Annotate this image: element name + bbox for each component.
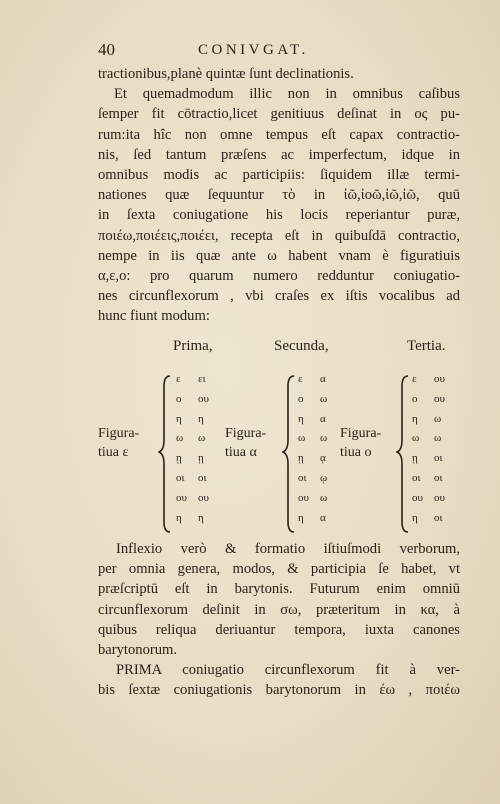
contracted-glyph: ω <box>198 432 206 445</box>
text-line: quibus reliqua deriuantur tempora, iuxta canones <box>98 621 460 638</box>
body-text-upper <box>98 64 460 327</box>
label-line: Figura- <box>340 426 382 441</box>
label-line: tiua ο <box>340 445 372 460</box>
brace-3 <box>396 374 412 534</box>
contracted-glyph: οι <box>198 472 207 484</box>
contracted-glyph: η <box>198 511 204 524</box>
vowel-glyph: ω <box>176 432 184 445</box>
vowel-glyph: ῃ <box>412 452 418 465</box>
figurativa-label-1 <box>98 424 139 462</box>
vowel-glyph: οι <box>176 472 185 484</box>
vowel-glyph: οι <box>298 472 307 484</box>
vowel-glyph: η <box>298 511 304 524</box>
text-line: hunc fiunt modum: <box>98 308 210 325</box>
text-line: α,ε,ο: pro quarum numero redduntur coniugatio- <box>98 268 460 285</box>
text-line: nes circunflexorum , vbi craſes ex iſtis vocalibus ad <box>98 288 460 305</box>
text-line: nempe in iis quæ ante ω habent vnam è figuratiuis <box>98 247 460 264</box>
page-header <box>98 40 458 64</box>
paragraph <box>98 84 460 326</box>
contracted-glyph: α <box>320 373 326 385</box>
label-line: Figura- <box>225 426 267 441</box>
text-line: præſcriptū eſt in barytonis. Futurum enim omniū <box>98 581 460 598</box>
vowel-glyph: η <box>412 511 418 524</box>
text-line: nis, ſed tantum præſens ac imperfectum, idque in <box>98 146 460 163</box>
contracted-glyph: ου <box>434 392 445 405</box>
running-title: CONIVGAT. <box>198 42 309 58</box>
text-line: in ſexta coniugatione his locis reperiantur puræ, <box>98 207 460 224</box>
body-text-lower <box>98 539 460 701</box>
column-title-tertia: Tertia. <box>407 338 446 354</box>
text-line: nationes quæ ſequuntur τὸ in ἰῶ,ἰοῶ,ἰῶ,ἰῶ, quū <box>98 187 460 204</box>
contracted-glyph: οι <box>434 472 443 484</box>
contracted-glyph: α <box>320 412 326 425</box>
contracted-glyph: ω <box>320 432 328 445</box>
text-line: per omnia genera, modos, & participia ſe habet, vt <box>98 561 460 578</box>
text-line: rum:ita hîc non omne tempus eſt capax contractio- <box>98 126 460 143</box>
text-line: bis ſextæ coniugationis barytonorum in έω , ποιέω <box>98 682 460 699</box>
column-title-prima: Prima, <box>173 338 213 354</box>
vowel-glyph: ου <box>176 491 187 504</box>
label-line: tiua ε <box>98 445 129 460</box>
text-line: ſemper fit cōtractio,licet genitiuus deſinat in ος pu- <box>98 106 460 123</box>
vowel-glyph: ῃ <box>298 452 304 465</box>
vowel-glyph: ε <box>298 373 303 385</box>
vowel-glyph: ῃ <box>176 452 182 465</box>
vowel-glyph: ω <box>412 432 420 445</box>
vowel-glyph: ε <box>176 373 181 385</box>
paragraph-continuation <box>98 64 460 84</box>
contracted-glyph: ῃ <box>198 452 204 465</box>
vowel-glyph: η <box>412 412 418 425</box>
contracted-glyph: ῳ <box>320 472 328 484</box>
label-line: Figura- <box>98 426 140 441</box>
vowel-glyph: ο <box>412 392 418 405</box>
contracted-glyph: ω <box>434 412 442 425</box>
text-line: PRIMA coniugatio circunflexorum fit à ver- <box>116 662 460 679</box>
text-line: Et quemadmodum illic non in omnibus caſibus <box>114 86 460 103</box>
contracted-glyph: οι <box>434 452 443 465</box>
contracted-glyph: α <box>320 511 326 524</box>
vowel-glyph: η <box>176 412 182 425</box>
contracted-glyph: ᾳ <box>320 452 326 465</box>
contracted-glyph: ου <box>434 373 445 385</box>
text-line: circunflexorum deſinit in σω, præteritum in κα, à <box>98 601 460 618</box>
vowel-glyph: η <box>176 511 182 524</box>
text-line: Inflexio verò & formatio iſtiuſmodi verborum, <box>116 541 460 557</box>
contracted-glyph: η <box>198 412 204 425</box>
text-line: ποιέω,ποιέεις,ποιέει, recepta eſt in quibuſdā contractio, <box>98 227 460 244</box>
contracted-glyph: ω <box>434 432 442 445</box>
figurativa-label-2 <box>225 424 266 462</box>
vowel-glyph: ε <box>412 373 417 385</box>
vowel-glyph: ου <box>412 491 423 504</box>
contracted-glyph: ου <box>198 392 209 405</box>
text-line: omnibus modis ac participiis: ſiquidem illæ termi- <box>98 167 460 184</box>
column-title-secunda: Secunda, <box>274 338 329 354</box>
contraction-table <box>98 338 468 534</box>
contracted-glyph: ω <box>320 491 328 504</box>
contracted-glyph: οι <box>434 511 443 524</box>
contracted-glyph: ω <box>320 392 328 405</box>
text-line: tractionibus,planè quintæ ſunt declinationis. <box>98 66 354 82</box>
vowel-glyph: οι <box>412 472 421 484</box>
vowel-glyph: ο <box>298 392 304 405</box>
contracted-glyph: ου <box>434 491 445 504</box>
vowel-glyph: ο <box>176 392 182 405</box>
figurativa-label-3 <box>340 424 381 462</box>
label-line: tiua α <box>225 445 257 460</box>
contracted-glyph: ει <box>198 373 206 385</box>
vowel-glyph: ου <box>298 491 309 504</box>
contracted-glyph: ου <box>198 491 209 504</box>
vowel-glyph: ω <box>298 432 306 445</box>
vowel-glyph: η <box>298 412 304 425</box>
text-line: barytonorum. <box>98 642 178 659</box>
page-number: 40 <box>98 40 115 59</box>
brace-2 <box>282 374 298 534</box>
brace-1 <box>158 374 174 534</box>
